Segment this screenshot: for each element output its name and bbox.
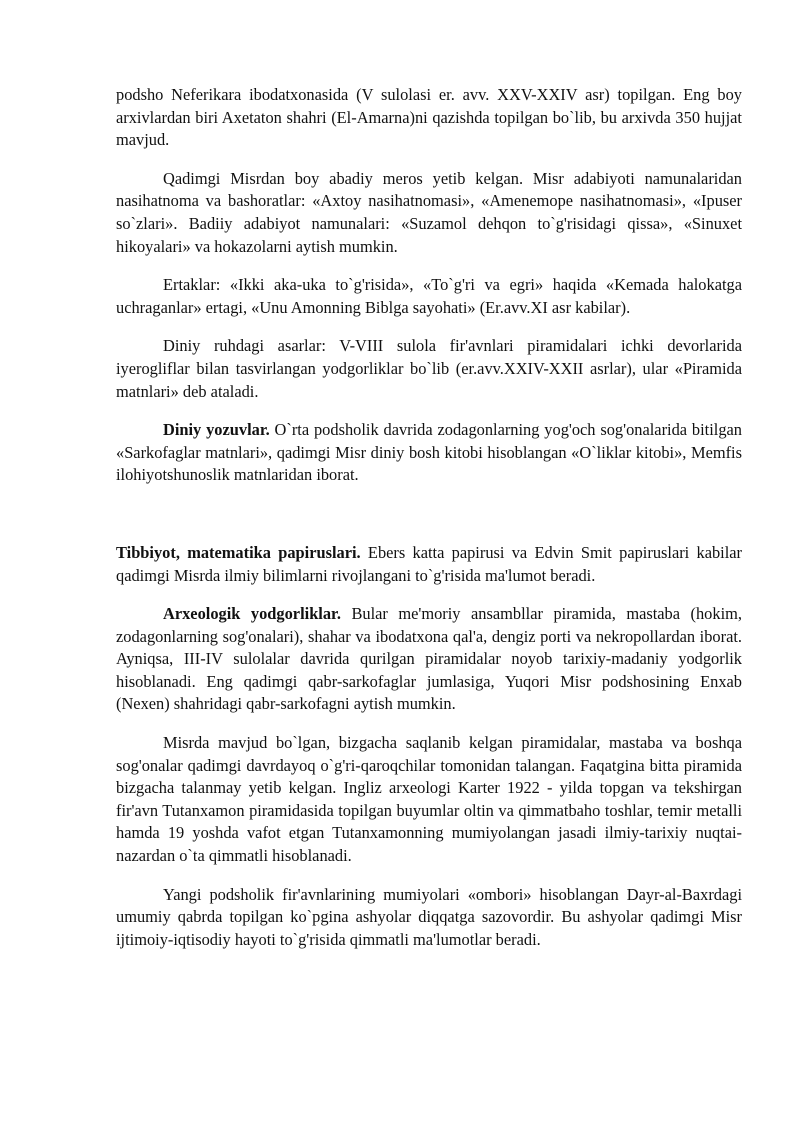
section-gap [116,503,742,542]
section-lead-archaeological-monuments: Arxeologik yodgorliklar. [163,604,341,624]
paragraph-fairy-tales [116,274,742,319]
paragraph-text: podsho Neferikara ibodatxonasida (V sulolasi er. avv. XXV-XXIV asr) topilgan. Eng boy arxivlardan biri Axetaton shahri (El-Amarna)ni qazishda topilgan bo`lib, bu arxivda 350 hujjat mavjud. [116,85,742,150]
paragraph-religious-works [116,335,742,403]
paragraph-deir-el-bahri [116,884,742,952]
section-lead-medical-papyri: Tibbiyot, matematika papiruslari. [116,542,361,562]
paragraph-text: O`rta podsholik davrida zodagonlarning yog'och sog'onalarida bitilgan «Sarkofaglar matnlari», qadimgi Misr diniy bosh kitobi hisoblangan «O`liklar kitobi», Memfis ilohiyotshunoslik matnlaridan iborat. [116,420,742,485]
paragraph-religious-texts [116,419,742,487]
paragraph-literature-heritage [116,168,742,258]
paragraph-text: Bular me'moriy ansambllar piramida, mastaba (hokim, zodagonlarning sog'onalari), shahar va ibodatxona qal'a, dengiz porti va nekropollardan iborat. Ayniqsa, III-IV sulolalar davrida qurilgan piramidalar noyob tarixiy-madaniy yodgorlik hisoblanadi. Eng qadimgi qabr-sarkofaglar jumlasiga, Yuqori Misr podshosining Enxab (Nexen) shahridagi qabr-sarkofagni aytish mumkin. [116,604,742,714]
paragraph-text: Ebers katta papirusi va Edvin Smit papiruslari kabilar qadimgi Misrda ilmiy bilimlarni rivojlangani to`g'risida ma'lumot beradi. [116,542,743,585]
paragraph-text: Ertaklar: «Ikki aka-uka to`g'risida», «To`g'ri va egri» haqida «Kemada halokatga uchraganlar» ertagi, «Unu Amonning Biblga sayohati» (Er.avv.XI asr kabilar). [116,275,742,317]
paragraph-text: Diniy ruhdagi asarlar: V-VIII sulola fir'avnlari piramidalari ichki devorlarida iyerogliflar bilan tasvirlangan yodgorliklar bo`lib (er.avv.XXIV-XXII asrlar), ular «Piramida matnlari» deb ataladi. [116,336,742,401]
paragraph-tutankhamun [116,732,742,868]
section-lead-religious-texts: Diniy yozuvlar. [163,420,270,440]
paragraph-medical-papyri [116,542,742,587]
document-page [116,84,742,967]
paragraph-archive-continuation [116,84,742,152]
paragraph-archaeological-monuments [116,603,742,716]
paragraph-text: Yangi podsholik fir'avnlarining mumiyolari «ombori» hisoblangan Dayr-al-Baxrdagi umumiy qabrda topilgan ko`pgina ashyolar diqqatga sazovordir. Bu ashyolar qadimgi Misr ijtimoiy-iqtisodiy hayoti to`g'risida qimmatli ma'lumotlar beradi. [116,884,742,949]
paragraph-text: Misrda mavjud bo`lgan, bizgacha saqlanib kelgan piramidalar, mastaba va boshqa sog'onalar qadimgi davrdayoq o`g'ri-qaroqchilar tomonidan talangan. Faqatgina bitta piramida bizgacha talanmay yetib kelgan. Ingliz arxeologi Karter 1922 - yilda topgan va tekshirgan fir'avn Tutanxamon piramidasida topilgan buyumlar oltin va qimmatbaho toshlar, temir metalli hamda 19 yoshda vafot etgan Tutanxamonning mumiyolangan jasadi ilmiy-tarixiy nuqtai-nazardan o`ta qimmatli hisoblanadi. [116,733,742,866]
paragraph-text: Qadimgi Misrdan boy abadiy meros yetib kelgan. Misr adabiyoti namunalaridan nasihatnoma va bashoratlar: «Axtoy nasihatnomasi», «Amenemope nasihatnomasi», «Ipuser so`zlari». Badiiy adabiyot namunalari: «Suzamol dehqon to`g'risidagi qissa», «Sinuxet hikoyalari» va hokazolarni aytish mumkin. [116,168,742,256]
